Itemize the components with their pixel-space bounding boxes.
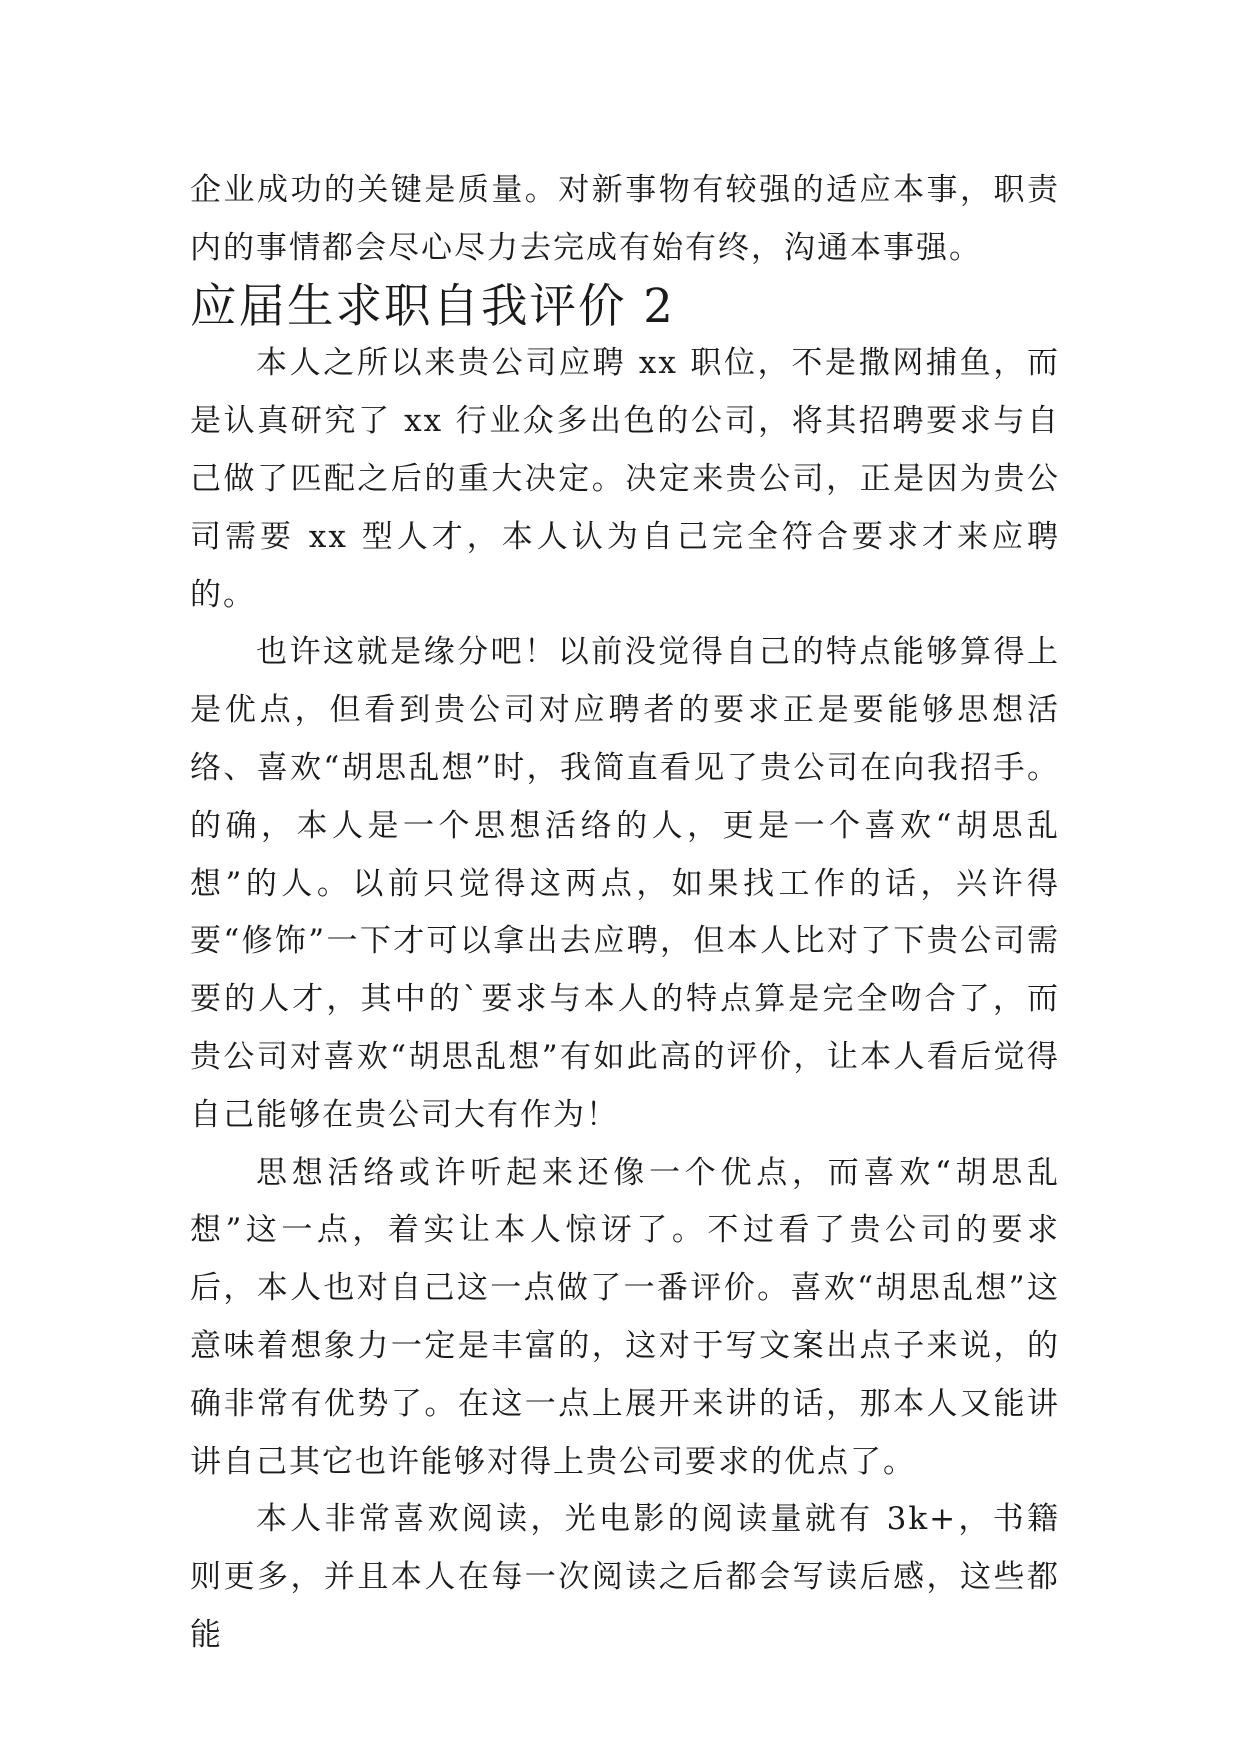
paragraph-4: 本人非常喜欢阅读，光电影的阅读量就有 3k+，书籍则更多，并且本人在每一次阅读之后都会写读后感，这些都能 <box>190 1501 1060 1653</box>
section-heading: 应届生求职自我评价 2 <box>190 278 675 333</box>
document-body <box>190 162 1060 1665</box>
paragraph-3: 思想活络或许听起来还像一个优点，而喜欢“胡思乱想”这一点，着实让本人惊讶了。不过看了贵公司的要求后，本人也对自己这一点做了一番评价。喜欢“胡思乱想”这意味着想象力一定是丰富的，这对于写文案出点子来说，的确非常有优势了。在这一点上展开来讲的话，那本人又能讲讲自己其它也许能够对得上贵公司要求的优点了。 <box>190 1154 1060 1480</box>
paragraph-2: 也许这就是缘分吧！以前没觉得自己的特点能够算得上是优点，但看到贵公司对应聘者的要求正是要能够思想活络、喜欢“胡思乱想”时，我简直看见了贵公司在向我招手。的确，本人是一个思想活络的人，更是一个喜欢“胡思乱想”的人。以前只觉得这两点，如果找工作的话，兴许得要“修饰”一下才可以拿出去应聘，但本人比对了下贵公司需要的人才，其中的`要求与本人的特点算是完全吻合了，而贵公司对喜欢“胡思乱想”有如此高的评价，让本人看后觉得自己能够在贵公司大有作为！ <box>190 634 1060 1133</box>
lead-paragraph: 企业成功的关键是质量。对新事物有较强的适应本事，职责内的事情都会尽心尽力去完成有始有终，沟通本事强。 <box>190 172 1060 266</box>
paragraph-1: 本人之所以来贵公司应聘 xx 职位，不是撒网捕鱼，而是认真研究了 xx 行业众多出色的公司，将其招聘要求与自己做了匹配之后的重大决定。决定来贵公司，正是因为贵公司需要 xx 型人才，本人认为自己完全符合要求才来应聘的。 <box>190 345 1060 613</box>
